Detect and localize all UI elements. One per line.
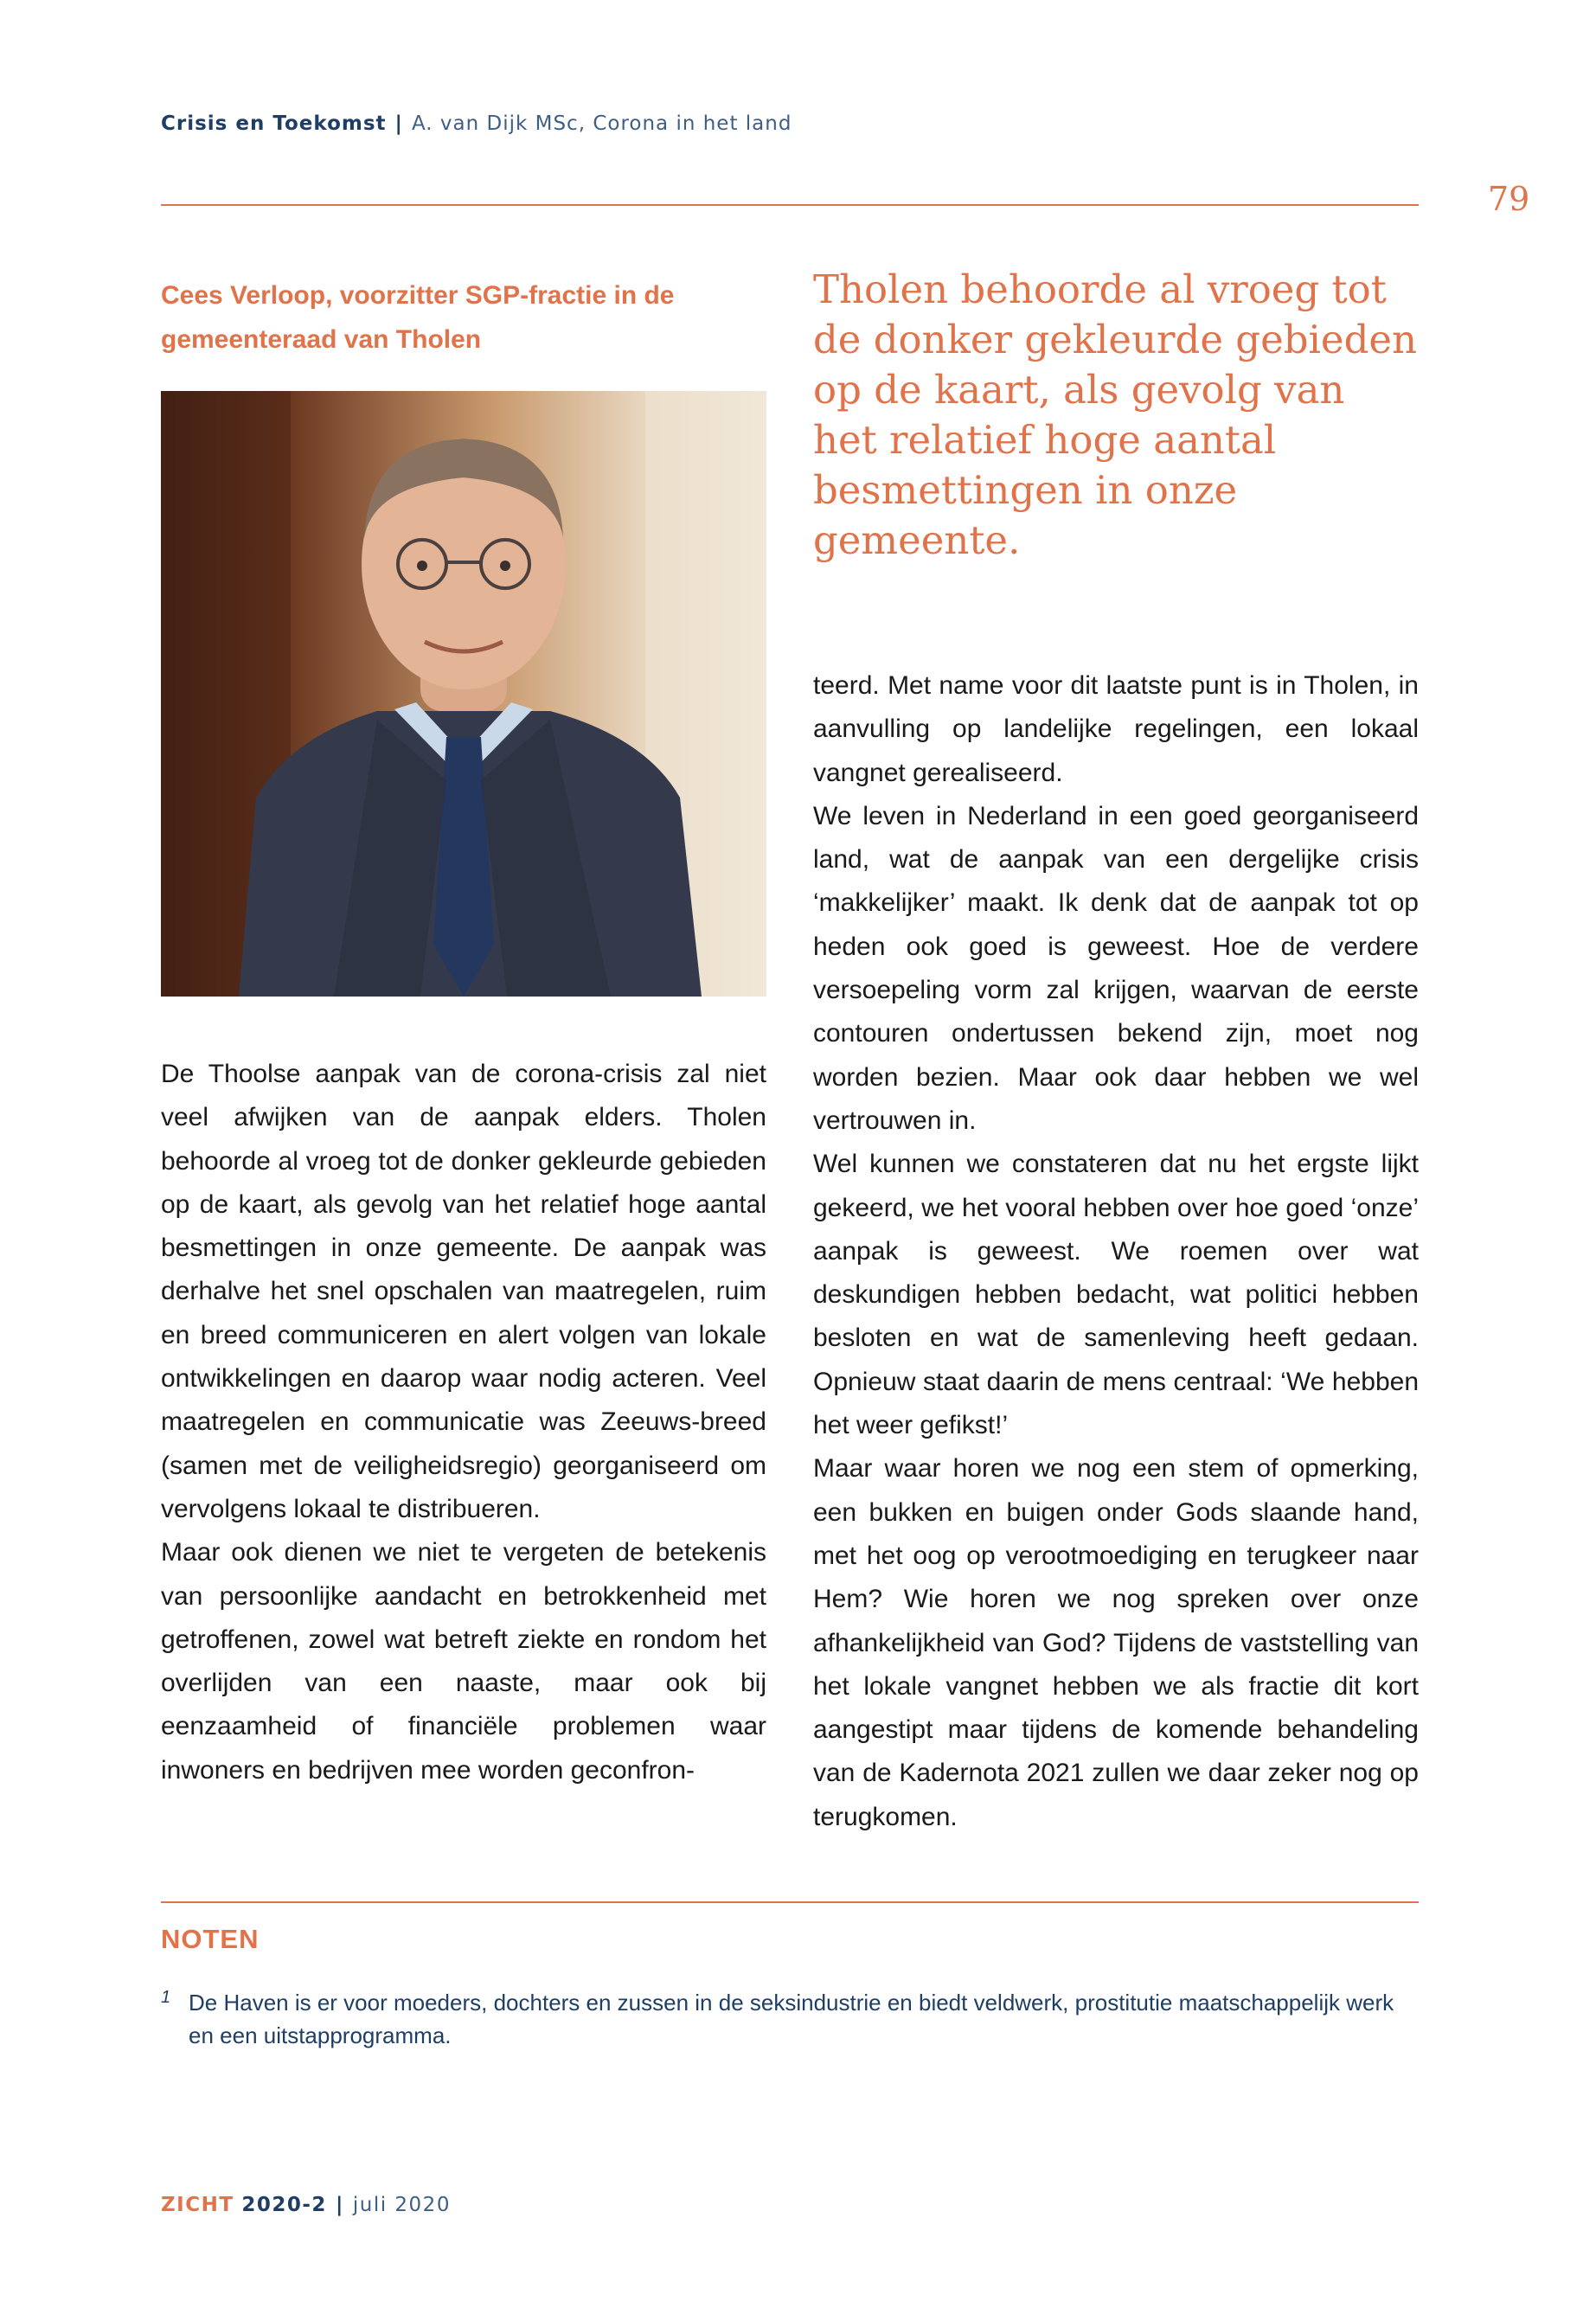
top-divider [161,204,1419,206]
header-title: Crisis en Toekomst [161,112,387,135]
author-byline: Cees Verloop, voorzitter SGP-fractie in de gemeenteraad van Tholen [161,281,675,354]
header-subtitle: A. van Dijk MSc, Corona in het land [411,112,792,135]
page-number: 79 [1488,180,1530,218]
footnote-text: De Haven is er voor moeders, dochters en zussen in de seksindustrie en biedt veldwerk, prostitutie maatschappelijk werk en een uitstapprogramma. [189,1990,1394,2048]
author-portrait-photo [161,391,766,997]
footer-separator: | [335,2194,344,2216]
header-separator: | [394,112,403,135]
running-header [161,112,792,135]
body-paragraph: Wel kunnen we constateren dat nu het ergste lijkt gekeerd, we het vooral hebben over hoe goed ‘onze’ aanpak is geweest. We roemen over wat deskundigen hebben bedacht, wat politici hebben besloten en wat de samenleving heeft gedaan. Opnieuw staat daarin de mens centraal: ‘We hebben het weer gefikst!’ [813,1150,1419,1440]
footer-date: juli 2020 [352,2194,451,2216]
body-paragraph: Maar waar horen we nog een stem of opmerking, een bukken en buigen onder Gods slaande hand, met het oog op verootmoediging en terugkeer naar Hem? Wie horen we nog spreken over onze afhankelijkheid van God? Tijdens de vaststelling van het lokale vangnet hebben we als fractie dit kort aangestipt maar tijdens de komende behandeling van de Kadernota 2021 zullen we daar zeker nog op terugkomen. [813,1454,1419,1831]
body-paragraph: teerd. Met name voor dit laatste punt is in Tholen, in aanvulling op landelijke regelingen, een lokaal vangnet gerealiseerd. [813,671,1419,787]
body-column-right [813,664,1419,1839]
body-column-left [161,1053,766,1792]
footnote-item [161,1986,1419,2052]
footnote-marker: 1 [161,1988,171,2007]
notes-heading: NOTEN [161,1924,260,1954]
notes-divider [161,1901,1419,1903]
pull-quote: Tholen behoorde al vroeg tot de donker gekleurde gebieden op de kaart, als gevolg van het relatief hoge aantal besmettingen in onze gemeente. [813,266,1417,563]
running-footer [161,2194,451,2216]
body-paragraph: We leven in Nederland in een goed georganiseerd land, wat de aanpak van een dergelijke crisis ‘makkelijker’ maakt. Ik denk dat de aanpak tot op heden ook goed is geweest. Hoe de verdere versoepeling vorm zal krijgen, waarvan de eerste contouren ondertussen bekend zijn, moet nog worden bezien. Maar ook daar hebben we wel vertrouwen in. [813,801,1419,1135]
footer-issue: 2020-2 [241,2194,327,2216]
body-paragraph: Maar ook dienen we niet te vergeten de betekenis van persoonlijke aandacht en betrokkenheid met getroffenen, zowel wat betreft ziekte en rondom het overlijden van een naaste, maar ook bij eenzaamheid of financiële problemen waar inwoners en bedrijven mee worden geconfron- [161,1538,766,1785]
footer-brand: ZICHT [161,2194,234,2216]
body-paragraph: De Thoolse aanpak van de corona-crisis zal niet veel afwijken van de aanpak elders. Tholen behoorde al vroeg tot de donker gekleurde gebieden op de kaart, als gevolg van het relatief hoge aantal besmettingen in onze gemeente. De aanpak was derhalve het snel opschalen van maatregelen, ruim en breed communiceren en alert volgen van lokale ontwikkelingen en daarop waar nodig acteren. Veel maatregelen en communicatie was Zeeuws-breed (samen met de veiligheidsregio) georganiseerd om vervolgens lokaal te distribueren. [161,1060,766,1523]
